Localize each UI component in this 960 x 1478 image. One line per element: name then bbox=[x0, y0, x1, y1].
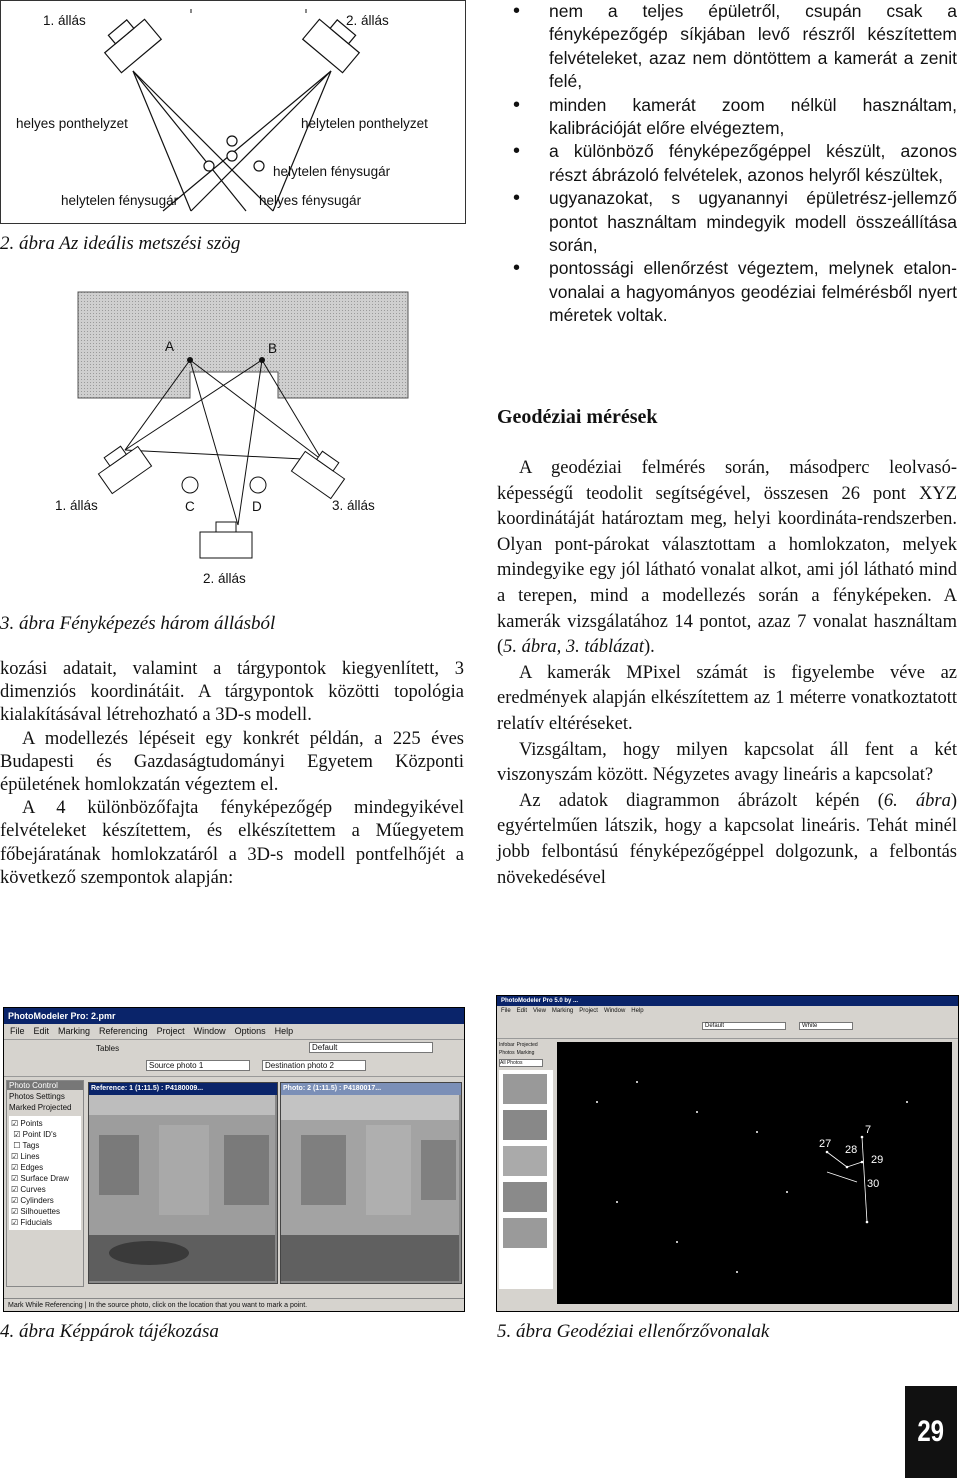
fig2-label-pos2: 2. állás bbox=[346, 13, 389, 28]
fig4-statusbar: Mark While Referencing | In the source photo, click on the location that you want to mark a point. bbox=[4, 1298, 464, 1311]
fig4-titlebar bbox=[4, 1008, 464, 1024]
right-paragraph-1-text: A geodéziai felmérés során, másodperc leolvasó-képességű teodolit segítségével, összesen 26 pont XYZ koordinátáját határoztam meg, helyi koordináta-rendszerben. Olyan pont-párokat választottam a homlokzaton, melyek mindegyike egy jól látható vonalat alkot, ami jól látható mind a terepen, mind a modellezés során a fényképeken. A kamerák vizsgálatához 14 pontot, azaz 7 vonalat használtam ( bbox=[497, 458, 957, 658]
fig4-photo-control-panel bbox=[6, 1080, 84, 1287]
figure-3-diagram bbox=[0, 280, 466, 600]
bullet-item: • ugyanazokat, s ugyanannyi épületrész-jellemző pontot használtam mindegyik modell összeállítása során, bbox=[497, 187, 957, 257]
fig4-ref2-title: Photo: 2 (1:11.5) : P4180017... bbox=[281, 1083, 461, 1095]
fig2-label-pos1: 1. állás bbox=[43, 13, 86, 28]
fig5-menu-project[interactable]: Project bbox=[579, 1008, 598, 1014]
figure-reference: 5. ábra, 3. táblázat bbox=[503, 637, 644, 658]
fig4-reference-window bbox=[88, 1082, 278, 1284]
fig2-label-bad-ray-left: helytelen fénysugár bbox=[61, 193, 179, 208]
fig3-label-pos3: 3. állás bbox=[332, 498, 375, 513]
fig5-3d-view bbox=[557, 1042, 952, 1304]
fig3-label-A: A bbox=[165, 339, 175, 354]
fig3-label-D: D bbox=[252, 499, 262, 514]
right-paragraph-4-text: Az adatok diagrammon ábrázolt képén ( bbox=[519, 790, 884, 811]
fig4-destination-select[interactable]: Destination photo 2 bbox=[262, 1060, 366, 1071]
fig4-tab-marked[interactable]: Marked bbox=[9, 1103, 36, 1112]
fig5-menu-view[interactable]: View bbox=[533, 1008, 546, 1014]
right-paragraph-3: Vizsgáltam, hogy milyen kapcsolat áll fent a két viszonyszám között. Négyzetes avagy lineáris a kapcsolat? bbox=[497, 739, 957, 786]
fig5-menubar bbox=[497, 1006, 958, 1016]
fig5-photos-dropdown[interactable]: All Photos bbox=[499, 1059, 543, 1067]
fig4-tab-projected[interactable]: Projected bbox=[37, 1103, 72, 1112]
fig5-thumbnails bbox=[499, 1070, 553, 1289]
figure-3 bbox=[0, 280, 466, 600]
fig5-toolbar bbox=[497, 1016, 958, 1039]
fig4-photo2-window bbox=[280, 1082, 462, 1284]
fig4-checklist bbox=[9, 1116, 81, 1230]
fig5-tab-projected[interactable]: Projected bbox=[516, 1042, 538, 1048]
fig5-menu-help[interactable]: Help bbox=[631, 1008, 644, 1014]
fig5-tab-marking[interactable]: Marking bbox=[516, 1050, 535, 1056]
right-paragraph-2: A kamerák MPixel számát is figyelembe véve az eredmények alapján elkészítettem az 1 méterre vonatkoztatott relatív eltéréseket. bbox=[497, 662, 957, 734]
camera-2-icon bbox=[200, 522, 252, 558]
right-paragraph-4-end: ) egyértelműen látszik, hogy a kapcsolat lineáris. Tehát minél jobb felbontású fényképezőgéppel dolgozunk, a felbontás növekedésével bbox=[497, 790, 958, 888]
fig4-menu-project[interactable]: Project bbox=[156, 1026, 185, 1036]
right-body-text bbox=[497, 456, 957, 891]
bullet-list bbox=[497, 0, 957, 328]
fig5-tab-infobar[interactable]: Infobar bbox=[499, 1042, 515, 1048]
fig4-menu-window[interactable]: Window bbox=[193, 1026, 226, 1036]
left-paragraph-2: A modellezés lépéseit egy konkrét példán, a 225 éves Budapesti és Gazdaságtudományi Egyetem Központi épületének homlokzatán végeztem el. bbox=[0, 728, 464, 796]
figure-4-caption: 4. ábra Képpárok tájékozása bbox=[0, 1321, 219, 1342]
fig3-label-B: B bbox=[268, 341, 278, 356]
fig3-label-C: C bbox=[185, 499, 195, 514]
bullet-item: • nem a teljes épületről, csupán csak a fényképezőgép síkjában levő részről készítettem felvételeket, azaz nem döntöttem a kamerát a zenit felé, bbox=[497, 0, 957, 94]
fig4-menubar bbox=[4, 1024, 464, 1040]
figure-3-caption: 3. ábra Fényképezés három állásból bbox=[0, 613, 276, 634]
fig2-label-good-ray: helyes fénysugár bbox=[259, 193, 362, 208]
fig4-photo-2 bbox=[281, 1095, 459, 1281]
fig4-menu-marking[interactable]: Marking bbox=[58, 1026, 91, 1036]
fig5-point-28: 28 bbox=[845, 1144, 858, 1156]
fig5-white-select[interactable]: White bbox=[799, 1022, 853, 1030]
fig2-label-good-pos: helyes ponthelyzet bbox=[16, 116, 128, 131]
camera-1-icon bbox=[98, 11, 162, 73]
fig5-title: PhotoModeler Pro 5.0 by ... bbox=[501, 998, 579, 1004]
right-paragraph-1-end: ). bbox=[644, 637, 655, 658]
figure-4-screenshot bbox=[3, 1007, 465, 1312]
camera-3-icon bbox=[291, 443, 350, 498]
fig4-check-edges[interactable]: ☑ Edges bbox=[11, 1163, 44, 1172]
left-paragraph-3: A 4 különbözőfajta fényképezőgép mindegyikével felvételeket készítettem, és elkészítettem a Műegyetem főbejáratának homlokzatáról a 3D-s modell pontfelhőjét a következő szempontok alapján: bbox=[0, 798, 464, 888]
fig4-menu-file[interactable]: File bbox=[10, 1026, 25, 1036]
figure-2 bbox=[0, 0, 466, 224]
fig4-panel-title: Photo Control bbox=[7, 1081, 83, 1090]
figure-5-caption: 5. ábra Geodéziai ellenőrzővonalak bbox=[497, 1321, 770, 1342]
bullet-item: • a különböző fényképezőgéppel készült, azonos részt ábrázoló felvételek, azonos helyről készültek, bbox=[497, 140, 957, 187]
fig4-title: PhotoModeler Pro: 2.pmr bbox=[8, 1011, 116, 1021]
fig4-check-fiducials[interactable]: ☑ Fiducials bbox=[11, 1218, 52, 1227]
fig4-default-select[interactable]: Default bbox=[309, 1042, 433, 1053]
fig2-label-bad-ray-right: helytelen fénysugár bbox=[273, 164, 391, 179]
right-paragraph-4 bbox=[497, 789, 957, 891]
fig4-check-curves[interactable]: ☑ Curves bbox=[11, 1185, 46, 1194]
fig4-menu-options[interactable]: Options bbox=[234, 1026, 266, 1036]
right-paragraph-1 bbox=[497, 456, 957, 661]
fig4-toolbar bbox=[4, 1040, 464, 1077]
fig4-check-points[interactable]: ☑ Points bbox=[11, 1119, 43, 1128]
fig4-check-lines[interactable]: ☑ Lines bbox=[11, 1152, 40, 1161]
fig4-tab-photos[interactable]: Photos bbox=[9, 1092, 34, 1101]
fig5-point-7: 7 bbox=[865, 1124, 872, 1136]
fig5-default-select[interactable]: Default bbox=[702, 1022, 786, 1030]
figure-2-diagram bbox=[1, 1, 465, 223]
fig3-label-pos1: 1. állás bbox=[55, 498, 98, 513]
fig5-tab-photos[interactable]: Photos bbox=[499, 1050, 515, 1056]
fig5-side-panel bbox=[499, 1042, 553, 1304]
fig4-ref1-title: Reference: 1 (1:11.5) : P4180009... bbox=[89, 1083, 277, 1095]
fig5-point-27: 27 bbox=[819, 1138, 832, 1150]
fig4-tab-settings[interactable]: Settings bbox=[35, 1092, 65, 1101]
bullet-item: • pontossági ellenőrzést végeztem, melynek etalon-vonalai a hagyományos geodéziai felmérésből nyert méretek voltak. bbox=[497, 257, 957, 327]
page-number-box bbox=[905, 1386, 957, 1478]
left-body-text bbox=[0, 658, 464, 890]
fig4-menu-edit[interactable]: Edit bbox=[33, 1026, 50, 1036]
fig5-menu-window[interactable]: Window bbox=[603, 1008, 626, 1014]
figure-5-screenshot bbox=[496, 995, 959, 1312]
fig4-check-tags[interactable]: ☐ Tags bbox=[11, 1141, 40, 1150]
fig2-label-bad-pos: helytelen ponthelyzet bbox=[301, 116, 428, 131]
bullet-list-block bbox=[497, 0, 957, 328]
fig5-point-30: 30 bbox=[867, 1178, 880, 1190]
fig5-titlebar bbox=[497, 996, 958, 1006]
fig3-label-pos2: 2. állás bbox=[203, 571, 246, 586]
left-paragraph-1: kozási adatait, valamint a tárgypontok kiegyenlített, 3 dimenziós koordinátáit. A tárgypontok közötti topológia kialakításával létrehozható a 3D-s modell. bbox=[0, 659, 464, 726]
fig5-menu-marking[interactable]: Marking bbox=[551, 1008, 574, 1014]
fig4-source-select[interactable]: Source photo 1 bbox=[146, 1060, 250, 1071]
page-number: 29 bbox=[917, 1415, 945, 1448]
bullet-item: • minden kamerát zoom nélkül használtam, kalibrációját előre elvégeztem, bbox=[497, 94, 957, 141]
figure-reference: 6. ábra bbox=[883, 790, 951, 811]
fig4-check-pointids[interactable]: ☑ Point ID's bbox=[11, 1130, 57, 1139]
fig4-photo-1 bbox=[89, 1095, 275, 1281]
fig5-point-29: 29 bbox=[871, 1154, 884, 1166]
fig5-menu-file[interactable]: File bbox=[501, 1008, 511, 1014]
camera-1-icon bbox=[93, 438, 152, 493]
fig5-menu-edit[interactable]: Edit bbox=[516, 1008, 528, 1014]
fig4-tables-button[interactable]: Tables bbox=[96, 1044, 120, 1053]
fig4-menu-help[interactable]: Help bbox=[274, 1026, 294, 1036]
fig4-check-silhouettes[interactable]: ☑ Silhouettes bbox=[11, 1207, 60, 1216]
fig4-check-surface[interactable]: ☑ Surface Draw bbox=[11, 1174, 69, 1183]
section-title: Geodéziai mérések bbox=[497, 406, 658, 428]
fig4-check-cylinders[interactable]: ☑ Cylinders bbox=[11, 1196, 54, 1205]
building-shape bbox=[78, 292, 408, 398]
figure-2-caption: 2. ábra Az ideális metszési szög bbox=[0, 233, 241, 254]
fig4-menu-referencing[interactable]: Referencing bbox=[99, 1026, 148, 1036]
